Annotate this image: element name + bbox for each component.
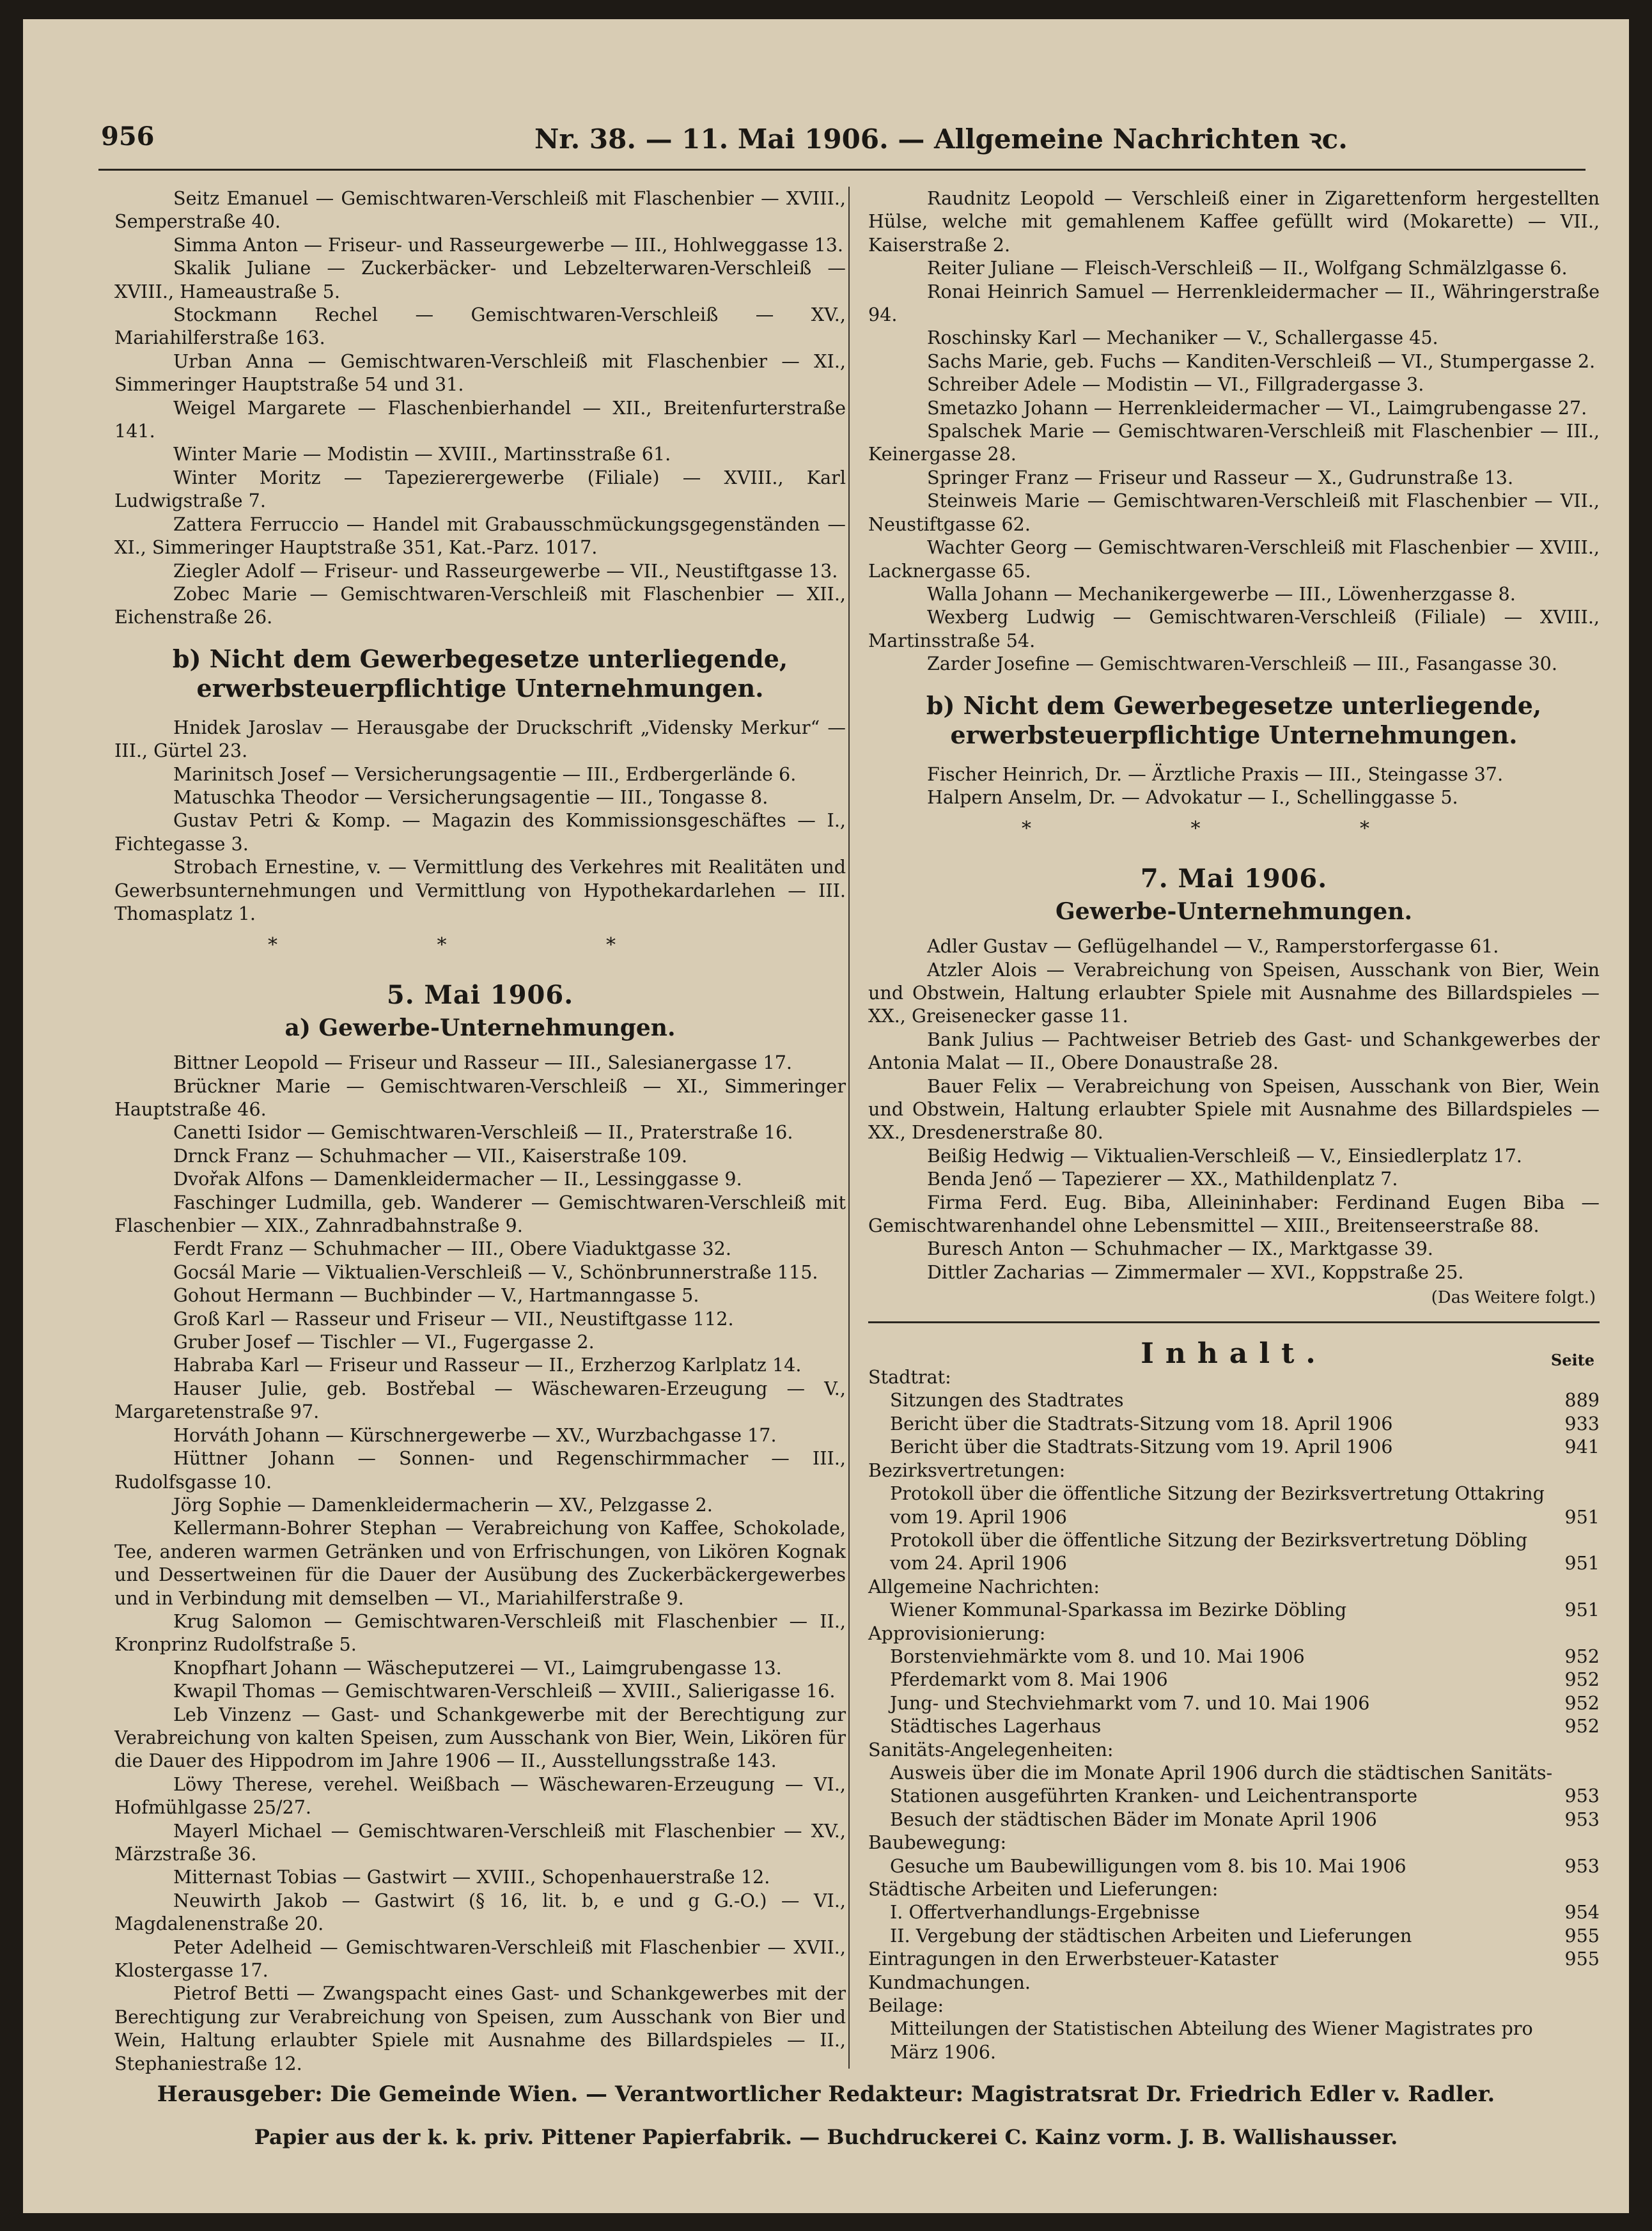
toc-category: Approvisionierung: [868,1622,1046,1644]
business-entry: Gocsál Marie — Viktualien-Verschleiß — V., Schönbrunnerstraße 115. [173,1261,818,1283]
toc-category: Städtische Arbeiten und Lieferungen: [868,1878,1219,1900]
issue-title: Nr. 38. — 11. Mai 1906. — Allgemeine Nachrichten ꝛc. [534,123,1348,155]
toc-row [890,1598,1600,1621]
toc-item-text: Ausweis über die im Monate April 1906 durch die städtischen Sanitäts-Stationen ausgeführten Kranken- und Leichentransporte [890,1761,1553,1807]
business-entry: Faschinger Ludmilla, geb. Wanderer — Gemischtwaren-Verschleiß mit Flaschenbier — XIX., Zahnradbahnstraße 9. [114,1191,846,1237]
toc-item-text: Jung- und Stechviehmarkt vom 7. und 10. Mai 1906 [890,1691,1370,1714]
date-heading: 5. Mai 1906. [386,980,574,1011]
section-heading-b: b) Nicht dem Gewerbegesetze unterliegende, erwerbsteuerpflichtige Unternehmungen. [172,644,788,703]
toc-page: 951 [1564,1505,1600,1528]
toc-row [890,1412,1600,1435]
toc-row [890,1645,1600,1668]
business-entry: Beißig Hedwig — Viktualien-Verschleiß — V., Einsiedlerplatz 17. [927,1144,1522,1167]
toc-category: Eintragungen in den Erwerbsteuer-Kataster [868,1948,1279,1970]
subsection-heading: a) Gewerbe-Unternehmungen. [284,1014,676,1041]
business-entry: Steinweis Marie — Gemischtwaren-Verschleiß mit Flaschenbier — VII., Neustiftgasse 62. [868,490,1600,535]
toc-page: 952 [1564,1691,1600,1714]
newspaper-page [23,19,1629,2213]
business-entry: Matuschka Theodor — Versicherungsagentie — III., Tongasse 8. [173,786,768,808]
business-entry: Halpern Anselm, Dr. — Advokatur — I., Schellinggasse 5. [927,786,1458,808]
business-entry: Springer Franz — Friseur und Rasseur — X., Gudrunstraße 13. [927,466,1514,488]
business-entry: Gruber Josef — Tischler — VI., Fugergasse 2. [173,1331,595,1353]
business-entry: Hnidek Jaroslav — Herausgabe der Druckschrift „Vidensky Merkur“ — III., Gürtel 23. [114,716,846,762]
business-entry: Ronai Heinrich Samuel — Herrenkleidermacher — II., Währingerstraße 94. [868,280,1600,326]
business-entry: Spalschek Marie — Gemischtwaren-Verschleiß mit Flaschenbier — III., Keinergasse 28. [868,420,1600,465]
continued-note: (Das Weitere folgt.) [1431,1288,1596,1308]
business-entry: Groß Karl — Rasseur und Friseur — VII., Neustiftgasse 112. [173,1307,734,1330]
toc-page: 952 [1564,1668,1600,1691]
business-entry: Leb Vinzenz — Gast- und Schankgewerbe mit der Berechtigung zur Verabreichung von kalten Speisen, zum Ausschank von Bier, Wein, Likören für die Dauer des Hippodrom im Jahre 1906 — II., Ausstellungsstraße 143. [114,1703,846,1772]
business-entry: Canetti Isidor — Gemischtwaren-Verschleiß — II., Praterstraße 16. [173,1121,793,1144]
business-entry: Gohout Hermann — Buchbinder — V., Hartmanngasse 5. [173,1284,699,1307]
business-entry: Dittler Zacharias — Zimmermaler — XVI., Koppstraße 25. [927,1261,1464,1283]
business-entry: Krug Salomon — Gemischtwaren-Verschleiß mit Flaschenbier — II., Kronprinz Rudolfstraße 5. [114,1610,846,1656]
business-entry: Simma Anton — Friseur- und Rasseurgewerbe — III., Hohlweggasse 13. [173,233,843,256]
business-entry: Reiter Juliane — Fleisch-Verschleiß — II., Wolfgang Schmälzlgasse 6. [927,257,1568,279]
toc-row [890,1668,1600,1691]
business-entry: Raudnitz Leopold — Verschleiß einer in Zigarettenform hergestellten Hülse, welche mit gemahlenem Kaffee gefüllt wird (Mokarette) — VII., Kaiserstraße 2. [868,187,1600,256]
toc-item-text: Pferdemarkt vom 8. Mai 1906 [890,1668,1168,1691]
business-entry: Ziegler Adolf — Friseur- und Rasseurgewerbe — VII., Neustiftgasse 13. [173,559,838,582]
toc-item-text: Bericht über die Stadtrats-Sitzung vom 19. April 1906 [890,1436,1393,1458]
toc-item-text: Bericht über die Stadtrats-Sitzung vom 18. April 1906 [890,1412,1393,1434]
business-entry: Zobec Marie — Gemischtwaren-Verschleiß mit Flaschenbier — XII., Eichenstraße 26. [114,582,846,628]
toc-row [890,1854,1600,1877]
business-entry: Hüttner Johann — Sonnen- und Regenschirmmacher — III., Rudolfsgasse 10. [114,1447,846,1493]
business-entry: Kwapil Thomas — Gemischtwaren-Verschleiß — XVIII., Salierigasse 16. [173,1680,836,1702]
toc-row [890,1808,1600,1831]
column-divider [848,187,850,2069]
business-entry: Benda Jenő — Tapezierer — XX., Mathildenplatz 7. [927,1168,1398,1190]
business-entry: Firma Ferd. Eug. Biba, Alleininhaber: Ferdinand Eugen Biba — Gemischtwarenhandel ohne Lebensmittel — XIII., Breitenseerstraße 88. [868,1191,1600,1237]
toc-item-text: Gesuche um Baubewilligungen vom 8. bis 10. Mai 1906 [890,1854,1407,1877]
toc-page: 951 [1564,1599,1600,1621]
business-entry: Löwy Therese, verehel. Weißbach — Wäschewaren-Erzeugung — VI., Hofmühlgasse 25/27. [114,1773,846,1819]
business-entry: Walla Johann — Mechanikergewerbe — III., Löwenherzgasse 8. [927,582,1516,605]
date-heading: 7. Mai 1906. [1140,864,1328,894]
business-entry: Wachter Georg — Gemischtwaren-Verschleiß mit Flaschenbier — XVIII., Lacknergasse 65. [868,536,1600,582]
business-entry: Winter Moritz — Tapezierergewerbe (Filiale) — XVIII., Karl Ludwigstraße 7. [114,466,846,512]
business-entry: Habraba Karl — Friseur und Rasseur — II., Erzherzog Karlplatz 14. [173,1354,802,1376]
business-entry: Kellermann-Bohrer Stephan — Verabreichung von Kaffee, Schokolade, Tee, anderen warmen Getränken und von Erfrischungen, von Likören Kognak und Dessertweinen für die Dauer der Ausübung des Zuckerbäckergewerbes und in Verbindung mit demselben — VI., Mariahilferstraße 9. [114,1517,846,1609]
business-entry: Atzler Alois — Verabreichung von Speisen, Ausschank von Bier, Wein und Obstwein, Haltung erlaubter Spiele mit Ausnahme des Billardspieles — XX., Greisenecker gasse 11. [868,958,1600,1027]
page-header [23,19,1629,155]
toc-page: 951 [1564,1552,1600,1574]
toc-item-text: Mitteilungen der Statistischen Abteilung des Wiener Magistrates pro März 1906. [890,2017,1533,2063]
toc-rule [868,1321,1600,1323]
toc-row [890,1761,1600,1808]
toc-row [890,1435,1600,1458]
toc-category: Sanitäts-Angelegenheiten: [868,1738,1114,1761]
business-entry: Skalik Juliane — Zuckerbäcker- und Lebzelterwaren-Verschleiß — XVIII., Hameaustraße 5. [114,257,846,302]
toc-row [890,1901,1600,1924]
toc-page: 933 [1564,1412,1600,1434]
section-heading-b: b) Nicht dem Gewerbegesetze unterliegende, erwerbsteuerpflichtige Unternehmungen. [926,690,1542,749]
page-number: 956 [101,121,155,152]
toc-page-label: Seite [1550,1350,1594,1369]
business-entry: Pietrof Betti — Zwangspacht eines Gast- und Schankgewerbes mit der Berechtigung zur Verabreichung von Speisen, zum Ausschank von Bier und Wein, Haltung erlaubter Spiele mit Ausnahme des Billardspieles — II., Stephaniestraße 12. [114,1982,846,2074]
toc-page: 955 [1564,1948,1600,1970]
business-entry: Zattera Ferruccio — Handel mit Grabausschmückungsgegenständen — XI., Simmeringer Hauptstraße 351, Kat.-Parz. 1017. [114,513,846,559]
toc-item-text: Wiener Kommunal-Sparkassa im Bezirke Döbling [890,1599,1347,1621]
separator-stars: * * * [267,934,693,957]
toc-row [890,1714,1600,1737]
business-entry: Winter Marie — Modistin — XVIII., Martinsstraße 61. [173,443,671,465]
business-entry: Peter Adelheid — Gemischtwaren-Verschleiß mit Flaschenbier — XVII., Klostergasse 17. [114,1936,846,1982]
toc-item-text: Städtisches Lagerhaus [890,1715,1102,1737]
left-column [114,187,846,2075]
toc-category: Kundmachungen. [868,1971,1031,1993]
subsection-heading: Gewerbe-Unternehmungen. [1055,898,1413,925]
toc-title [868,1337,1600,1370]
toc-page: 952 [1564,1645,1600,1667]
business-entry: Hauser Julie, geb. Bostřebal — Wäschewaren-Erzeugung — V., Margaretenstraße 97. [114,1377,846,1423]
business-entry: Smetazko Johann — Herrenkleidermacher — VI., Laimgrubengasse 27. [927,396,1587,419]
toc-page: 889 [1564,1389,1600,1411]
business-entry: Bank Julius — Pachtweiser Betrieb des Gast- und Schankgewerbes der Antonia Malat — II., Obere Donaustraße 28. [868,1028,1600,1074]
toc-item-text: Sitzungen des Stadtrates [890,1389,1124,1411]
toc-page: 953 [1564,1785,1600,1807]
toc-item-text: Protokoll über die öffentliche Sitzung der Bezirksvertretung Döbling vom 24. April 1906 [890,1528,1527,1574]
business-entry: Brückner Marie — Gemischtwaren-Verschleiß — XI., Simmeringer Hauptstraße 46. [114,1075,846,1120]
business-entry: Adler Gustav — Geflügelhandel — V., Ramperstorfergasse 61. [927,935,1499,958]
toc-page: 952 [1564,1715,1600,1737]
toc-item-text: Protokoll über die öffentliche Sitzung der Bezirksvertretung Ottakring vom 19. April 1906 [890,1482,1545,1528]
toc-category: Stadtrat: [868,1366,951,1388]
toc-row [890,1482,1600,1528]
business-entry: Roschinsky Karl — Mechaniker — V., Schallergasse 45. [927,327,1438,349]
business-entry: Neuwirth Jakob — Gastwirt (§ 16, lit. b, e und g G.-O.) — VI., Magdalenenstraße 20. [114,1889,846,1935]
business-entry: Buresch Anton — Schuhmacher — IX., Marktgasse 39. [927,1238,1433,1260]
header-rule [98,169,1586,171]
toc-page: 955 [1564,1924,1600,1947]
footer-printer: Papier aus der k. k. priv. Pittener Papierfabrik. — Buchdruckerei C. Kainz vorm. J. B. Wallishausser. [254,2125,1398,2149]
business-entry: Jörg Sophie — Damenkleidermacherin — XV., Pelzgasse 2. [173,1493,713,1516]
business-entry: Marinitsch Josef — Versicherungsagentie — III., Erdbergerlände 6. [173,763,797,785]
toc-page: 953 [1564,1854,1600,1877]
business-entry: Stockmann Rechel — Gemischtwaren-Verschleiß — XV., Mariahilferstraße 163. [114,304,846,349]
toc-item-text: Borstenviehmärkte vom 8. und 10. Mai 1906 [890,1645,1305,1667]
toc-row [890,1924,1600,1947]
toc-item-text: II. Vergebung der städtischen Arbeiten und Lieferungen [890,1924,1412,1947]
toc-title-text: Inhalt. [1141,1337,1327,1370]
business-entry: Sachs Marie, geb. Fuchs — Kanditen-Verschleiß — VI., Stumpergasse 2. [927,350,1596,372]
business-entry: Horváth Johann — Kürschnergewerbe — XV., Wurzbachgasse 17. [173,1424,777,1446]
toc-row [890,1388,1600,1411]
business-entry: Mitternast Tobias — Gastwirt — XVIII., Schopenhauerstraße 12. [173,1866,770,1888]
business-entry: Ferdt Franz — Schuhmacher — III., Obere Viaduktgasse 32. [173,1238,731,1260]
business-entry: Knopfhart Johann — Wäscheputzerei — VI., Laimgrubengasse 13. [173,1656,782,1679]
toc-category: Baubewegung: [868,1831,1007,1854]
business-entry: Fischer Heinrich, Dr. — Ärztliche Praxis — III., Steingasse 37. [927,763,1504,785]
business-entry: Strobach Ernestine, v. — Vermittlung des Verkehres mit Realitäten und Gewerbsunternehmungen und Vermittlung von Hypothekardarlehen — III. Thomasplatz 1. [114,856,846,924]
business-entry: Seitz Emanuel — Gemischtwaren-Verschleiß mit Flaschenbier — XVIII., Semperstraße 40. [114,187,846,233]
business-entry: Gustav Petri & Komp. — Magazin des Kommissionsgeschäftes — I., Fichtegasse 3. [114,809,846,855]
business-entry: Dvořak Alfons — Damenkleidermacher — II., Lessinggasse 9. [173,1168,742,1190]
toc-row [890,1528,1600,1575]
toc-page: 954 [1564,1901,1600,1924]
toc-row [890,1691,1600,1714]
right-column [868,187,1600,2064]
toc-page: 941 [1564,1436,1600,1458]
business-entry: Drnck Franz — Schuhmacher — VII., Kaiserstraße 109. [173,1144,688,1167]
toc-category: Beilage: [868,1994,944,2017]
business-entry: Bauer Felix — Verabreichung von Speisen, Ausschank von Bier, Wein und Obstwein, Haltung erlaubter Spiele mit Ausnahme des Billardspieles — XX., Dresdenerstraße 80. [868,1075,1600,1144]
business-entry: Wexberg Ludwig — Gemischtwaren-Verschleiß (Filiale) — XVIII., Martinsstraße 54. [868,606,1600,651]
business-entry: Urban Anna — Gemischtwaren-Verschleiß mit Flaschenbier — XI., Simmeringer Hauptstraße 54 und 31. [114,350,846,396]
toc-category: Bezirksvertretungen: [868,1459,1066,1481]
toc-row [868,1947,1600,1970]
business-entry: Mayerl Michael — Gemischtwaren-Verschleiß mit Flaschenbier — XV., Märzstraße 36. [114,1819,846,1865]
toc-category: Allgemeine Nachrichten: [868,1575,1100,1597]
footer-publisher: Herausgeber: Die Gemeinde Wien. — Verantwortlicher Redakteur: Magistratsrat Dr. Friedrich Edler v. Radler. [157,2081,1495,2107]
toc-item-text: Besuch der städtischen Bäder im Monate April 1906 [890,1808,1377,1830]
separator-stars: * * * [1021,818,1447,841]
toc-page: 953 [1564,1808,1600,1830]
toc-row [890,2017,1600,2064]
business-entry: Bittner Leopold — Friseur und Rasseur — III., Salesianergasse 17. [173,1052,793,1074]
toc-item-text: I. Offertverhandlungs-Ergebnisse [890,1901,1200,1924]
business-entry: Zarder Josefine — Gemischtwaren-Verschleiß — III., Fasangasse 30. [927,653,1557,675]
business-entry: Weigel Margarete — Flaschenbierhandel — XII., Breitenfurterstraße 141. [114,396,846,442]
business-entry: Schreiber Adele — Modistin — VI., Fillgradergasse 3. [927,373,1424,396]
